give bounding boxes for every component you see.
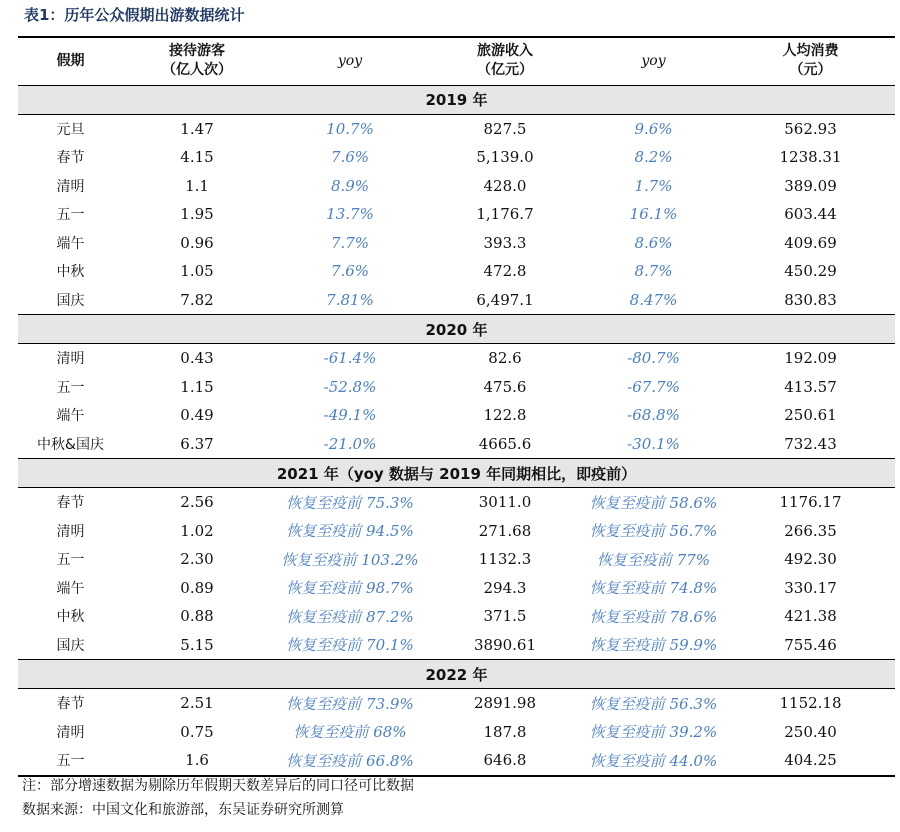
table-row [18, 286, 895, 315]
table-row [18, 574, 895, 603]
header-per-capita [726, 37, 895, 85]
revenue-yoy-cell: 8.7% [634, 262, 673, 281]
per-capita-cell: 192.09 [784, 349, 837, 368]
section-header-row [18, 459, 895, 488]
visitors-yoy-cell: 恢复至疫前 98.7% [286, 579, 414, 598]
table-row [18, 746, 895, 776]
visitors-cell: 2.51 [180, 694, 214, 713]
table-row [18, 200, 895, 229]
visitors-yoy-cell: 恢复至疫前 94.5% [286, 522, 414, 541]
header-visitors-line1: 接待游客 [169, 43, 225, 60]
revenue-cell: 393.3 [483, 233, 527, 252]
holiday-cell: 中秋 [56, 609, 85, 626]
visitors-cell: 1.1 [185, 176, 209, 195]
per-capita-cell: 404.25 [726, 746, 895, 776]
section-title: 2019 年 [18, 85, 895, 114]
holiday-cell: 五一 [56, 552, 85, 569]
header-revenue [429, 37, 581, 85]
per-capita-cell: 1176.17 [779, 493, 842, 512]
visitors-cell: 2.30 [180, 550, 214, 569]
revenue-yoy-cell: 恢复至疫前 56.7% [589, 522, 718, 541]
section-header-row [18, 85, 895, 114]
header-visitors-line2: （亿人次） [162, 62, 232, 79]
holiday-cell: 国庆 [56, 637, 85, 654]
table-row [18, 689, 895, 718]
visitors-cell: 4.15 [180, 148, 214, 167]
visitors-cell: 0.49 [180, 406, 214, 425]
revenue-cell: 187.8 [483, 722, 527, 741]
visitors-yoy-cell: 10.7% [326, 119, 374, 138]
visitors-yoy-cell: 13.7% [326, 205, 374, 224]
revenue-yoy-cell: 恢复至疫前 58.6% [589, 493, 718, 512]
holiday-cell: 春节 [56, 696, 85, 713]
table-body [18, 85, 895, 776]
holiday-cell: 元旦 [56, 121, 85, 138]
revenue-cell: 271.68 [478, 521, 532, 540]
visitors-yoy-cell: 7.7% [330, 233, 370, 252]
holiday-travel-table [18, 36, 895, 777]
table-row [18, 517, 895, 546]
visitors-yoy-cell: 恢复至疫前 66.8% [271, 746, 429, 776]
table-row [18, 172, 895, 201]
holiday-cell: 春节 [56, 495, 85, 512]
visitors-cell: 0.43 [180, 349, 214, 368]
revenue-yoy-cell: 8.47% [629, 290, 678, 309]
revenue-yoy-cell: 16.1% [629, 205, 678, 224]
revenue-cell: 428.0 [483, 176, 527, 195]
per-capita-cell: 562.93 [784, 119, 837, 138]
visitors-yoy-cell: 7.6% [330, 262, 370, 281]
visitors-cell: 0.96 [180, 233, 214, 252]
per-capita-cell: 732.43 [784, 434, 837, 453]
header-holiday: 假期 [18, 37, 123, 85]
holiday-cell: 五一 [56, 379, 85, 396]
visitors-cell: 0.75 [180, 722, 214, 741]
revenue-cell: 4665.6 [478, 434, 532, 453]
revenue-cell: 475.6 [483, 377, 527, 396]
revenue-yoy-cell: 恢复至疫前 77% [596, 550, 711, 569]
holiday-cell: 清明 [56, 724, 85, 741]
holiday-cell: 国庆 [56, 292, 85, 309]
table-row [18, 718, 895, 747]
per-capita-cell: 413.57 [784, 377, 837, 396]
per-capita-cell: 830.83 [784, 290, 837, 309]
revenue-cell: 122.8 [483, 406, 527, 425]
revenue-cell: 646.8 [429, 746, 581, 776]
table-row [18, 143, 895, 172]
revenue-yoy-cell: 8.6% [634, 233, 673, 252]
header-visitors [123, 37, 271, 85]
footnotes [22, 774, 414, 822]
revenue-yoy-cell: 9.6% [634, 119, 673, 138]
table-row [18, 488, 895, 517]
holiday-cell: 五一 [18, 746, 123, 776]
holiday-cell: 清明 [56, 523, 85, 540]
revenue-cell: 472.8 [483, 262, 527, 281]
holiday-cell: 端午 [56, 408, 85, 425]
per-capita-cell: 603.44 [784, 205, 837, 224]
revenue-yoy-cell: 恢复至疫前 59.9% [589, 636, 718, 655]
visitors-yoy-cell: -61.4% [323, 349, 377, 368]
visitors-cell: 0.89 [180, 578, 214, 597]
per-capita-cell: 250.61 [784, 406, 837, 425]
holiday-cell: 春节 [56, 150, 85, 167]
table-row [18, 401, 895, 430]
visitors-yoy-cell: 7.6% [330, 148, 370, 167]
visitors-cell: 5.15 [180, 635, 214, 654]
source-text: 数据来源：中国文化和旅游部，东吴证券研究所测算 [22, 802, 344, 818]
table-row [18, 631, 895, 660]
holiday-cell: 中秋&国庆 [37, 436, 104, 453]
visitors-yoy-cell: 恢复至疫前 70.1% [286, 636, 414, 655]
visitors-yoy-cell: 恢复至疫前 75.3% [286, 493, 414, 512]
visitors-yoy-cell: 恢复至疫前 73.9% [286, 694, 414, 713]
per-capita-cell: 389.09 [784, 176, 837, 195]
holiday-cell: 端午 [56, 580, 85, 597]
table-row [18, 257, 895, 286]
revenue-cell: 294.3 [483, 578, 527, 597]
visitors-cell: 2.56 [180, 493, 214, 512]
revenue-cell: 3890.61 [473, 635, 537, 654]
visitors-yoy-cell: -21.0% [323, 434, 377, 453]
visitors-yoy-cell: 恢复至疫前 68% [293, 723, 407, 742]
table-row [18, 114, 895, 143]
revenue-yoy-cell: -68.8% [627, 406, 680, 425]
visitors-cell: 1.02 [180, 521, 214, 540]
visitors-yoy-cell: -49.1% [323, 406, 377, 425]
holiday-cell: 中秋 [56, 264, 85, 281]
per-capita-cell: 492.30 [784, 550, 837, 569]
table-row [18, 344, 895, 373]
visitors-cell: 7.82 [180, 290, 214, 309]
section-header-row [18, 660, 895, 689]
per-capita-cell: 266.35 [784, 521, 837, 540]
note-text: 注：部分增速数据为剔除历年假期天数差异后的同口径可比数据 [22, 778, 414, 794]
per-capita-cell: 450.29 [784, 262, 837, 281]
visitors-yoy-cell: 7.81% [326, 290, 374, 309]
per-capita-cell: 250.40 [784, 722, 837, 741]
visitors-yoy-cell: -52.8% [323, 377, 377, 396]
visitors-cell: 1.15 [180, 377, 214, 396]
per-capita-cell: 755.46 [784, 635, 837, 654]
revenue-cell: 827.5 [483, 119, 527, 138]
visitors-cell: 1.47 [180, 119, 214, 138]
revenue-cell: 3011.0 [478, 493, 532, 512]
visitors-cell: 1.05 [180, 262, 214, 281]
revenue-cell: 1,176.7 [476, 205, 534, 224]
per-capita-cell: 1152.18 [779, 694, 842, 713]
header-per-capita-line2: （元） [789, 62, 832, 79]
revenue-cell: 371.5 [483, 607, 527, 626]
table-title: 表1：历年公众假期出游数据统计 [24, 6, 245, 24]
visitors-cell: 6.37 [180, 434, 214, 453]
section-title: 2021 年（yoy 数据与 2019 年同期相比，即疫前） [18, 459, 895, 488]
revenue-cell: 6,497.1 [476, 290, 534, 309]
holiday-cell: 端午 [56, 235, 85, 252]
revenue-yoy-cell: 1.7% [634, 176, 673, 195]
header-revenue-line1: 旅游收入 [477, 43, 533, 60]
revenue-cell: 1132.3 [478, 550, 532, 569]
section-title: 2022 年 [18, 660, 895, 689]
revenue-yoy-cell: 8.2% [634, 148, 673, 167]
visitors-yoy-cell: 恢复至疫前 87.2% [286, 607, 414, 626]
revenue-yoy-cell: 恢复至疫前 44.0% [581, 746, 726, 776]
per-capita-cell: 421.38 [784, 607, 837, 626]
revenue-yoy-cell: -30.1% [627, 434, 680, 453]
revenue-yoy-cell: -80.7% [627, 349, 680, 368]
section-header-row [18, 315, 895, 344]
holiday-cell: 清明 [56, 178, 85, 195]
per-capita-cell: 1238.31 [779, 148, 842, 167]
revenue-yoy-cell: 恢复至疫前 74.8% [589, 579, 718, 598]
header-visitors-yoy: yoy [271, 37, 429, 85]
table-row [18, 545, 895, 574]
revenue-yoy-cell: 恢复至疫前 56.3% [589, 694, 718, 713]
per-capita-cell: 330.17 [784, 578, 837, 597]
header-row [18, 37, 895, 85]
header-per-capita-line1: 人均消费 [782, 43, 839, 60]
table-row [18, 229, 895, 258]
holiday-cell: 五一 [56, 207, 85, 224]
table-row [18, 373, 895, 402]
revenue-cell: 5,139.0 [476, 148, 534, 167]
table-row [18, 430, 895, 459]
header-revenue-yoy: yoy [581, 37, 726, 85]
visitors-cell: 1.6 [123, 746, 271, 776]
revenue-cell: 82.6 [488, 349, 522, 368]
header-revenue-line2: （亿元） [477, 62, 533, 79]
revenue-yoy-cell: 恢复至疫前 78.6% [589, 607, 718, 626]
visitors-yoy-cell: 恢复至疫前 103.2% [281, 550, 419, 569]
per-capita-cell: 409.69 [784, 233, 837, 252]
section-title: 2020 年 [18, 315, 895, 344]
revenue-yoy-cell: -67.7% [627, 377, 680, 396]
table-row [18, 602, 895, 631]
visitors-yoy-cell: 8.9% [330, 176, 370, 195]
revenue-yoy-cell: 恢复至疫前 39.2% [589, 723, 718, 742]
visitors-cell: 0.88 [180, 607, 214, 626]
visitors-cell: 1.95 [180, 205, 214, 224]
revenue-cell: 2891.98 [473, 694, 537, 713]
holiday-cell: 清明 [56, 351, 85, 368]
